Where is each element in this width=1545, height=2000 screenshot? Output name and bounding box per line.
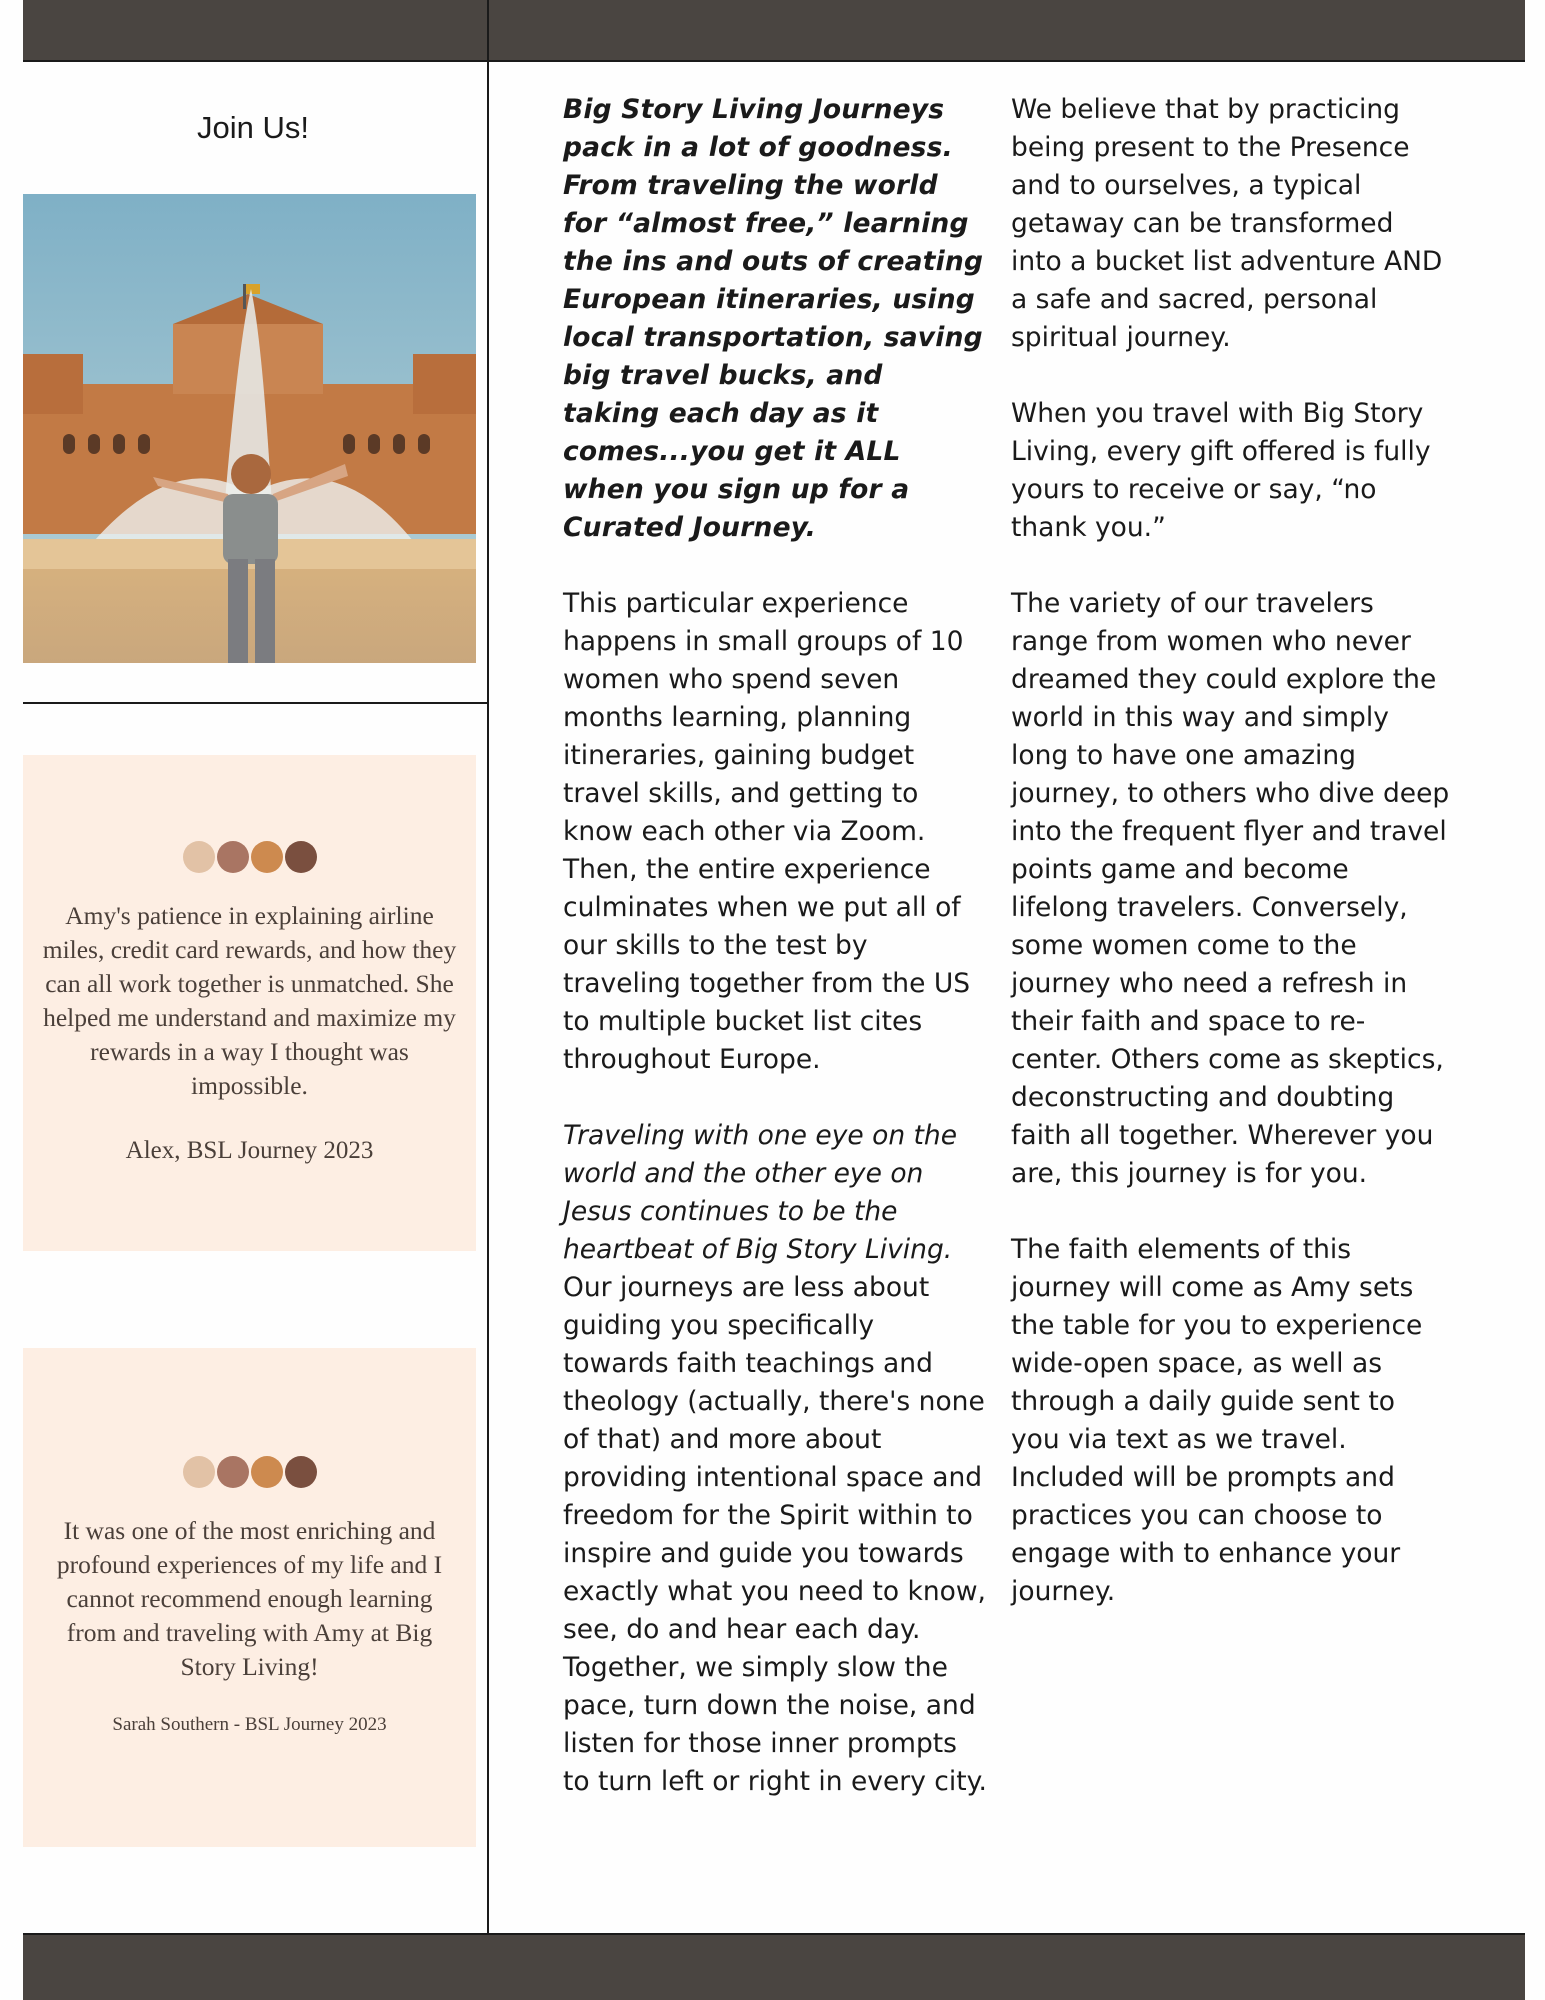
- body-paragraph: This particular experience happens in small groups of 10 women who spend seven months learning, planning itineraries, gaining budget travel skills, and getting to know each other via Zoom. Then, the entire experience culminates when we put all of our skills to the test by traveling together from the US to multiple bucket list cites throughout Europe.: [563, 588, 971, 1075]
- color-dot: [285, 841, 317, 873]
- color-dot: [251, 841, 283, 873]
- body-paragraph: We believe that by practicing being present to the Presence and to ourselves, a typical getaway can be transformed into a bucket list adventure AND a safe and sacred, personal spiritual journey.: [1011, 94, 1443, 353]
- body-paragraph: [563, 1117, 988, 1801]
- testimonial-card: [23, 1348, 476, 1847]
- color-dot: [217, 1456, 249, 1488]
- color-dot: [251, 1456, 283, 1488]
- italic-statement: Traveling with one eye on the world and the other eye on Jesus continues to be the heartbeat of Big Story Living.: [563, 1120, 958, 1265]
- sidebar-title: Join Us!: [197, 110, 309, 145]
- lead-paragraph: Big Story Living Journeys pack in a lot of goodness. From traveling the world for “almost free,” learning the ins and outs of creating European itineraries, using local transportation, saving big travel bucks, and taking each day as it comes...you get it ALL when you sign up for a Curated Journey.: [563, 94, 984, 543]
- testimonial-quote: It was one of the most enriching and profound experiences of my life and I cannot recommend enough learning from and traveling with Amy at Big Story Living!: [56, 1516, 443, 1681]
- testimonial-author: Sarah Southern - BSL Journey 2023: [112, 1714, 387, 1735]
- color-dots: [23, 841, 476, 873]
- body-paragraph: When you travel with Big Story Living, every gift offered is fully yours to receive or say, “no thank you.”: [1011, 398, 1431, 543]
- body-paragraph: The faith elements of this journey will come as Amy sets the table for you to experience wide-open space, as well as through a daily guide sent to you via text as we travel. Included will be prompts and practices you can choose to engage with to enhance your journey.: [1011, 1234, 1423, 1607]
- body-paragraph: The variety of our travelers range from women who never dreamed they could explore the world in this way and simply long to have one amazing journey, to others who dive deep into the frequent flyer and travel points game and become lifelong travelers. Conversely, some women come to the journey who need a refresh in their faith and space to re-center. Others come as skeptics, deconstructing and doubting faith all together. Wherever you are, this journey is for you.: [1011, 588, 1450, 1189]
- sidebar-divider: [23, 702, 488, 704]
- color-dots: [23, 1456, 476, 1488]
- testimonial-quote: Amy's patience in explaining airline miles, credit card rewards, and how they can all work together is unmatched. She helped me understand and maximize my rewards in a way I thought was impossible.: [42, 901, 457, 1100]
- color-dot: [183, 841, 215, 873]
- article-column-2: [1011, 91, 1451, 1649]
- divider: [23, 60, 1525, 62]
- paragraph-text: Our journeys are less about guiding you specifically towards faith teachings and theology (actually, there's none of that) and more about providing intentional space and freedom for the Spirit within to inspire and guide you towards exactly what you need to know, see, do and hear each day. Together, we simply slow the pace, turn down the noise, and listen for those inner prompts to turn left or right in every city.: [563, 1272, 987, 1797]
- footer-bar: [23, 1935, 1525, 2000]
- color-dot: [183, 1456, 215, 1488]
- color-dot: [217, 841, 249, 873]
- header-bar: [23, 0, 1525, 60]
- color-dot: [285, 1456, 317, 1488]
- traveler-photo: [23, 194, 476, 663]
- article-column-1: [563, 91, 988, 1839]
- testimonial-author: Alex, BSL Journey 2023: [125, 1137, 374, 1164]
- column-divider: [487, 0, 489, 2000]
- testimonial-card: [23, 755, 476, 1251]
